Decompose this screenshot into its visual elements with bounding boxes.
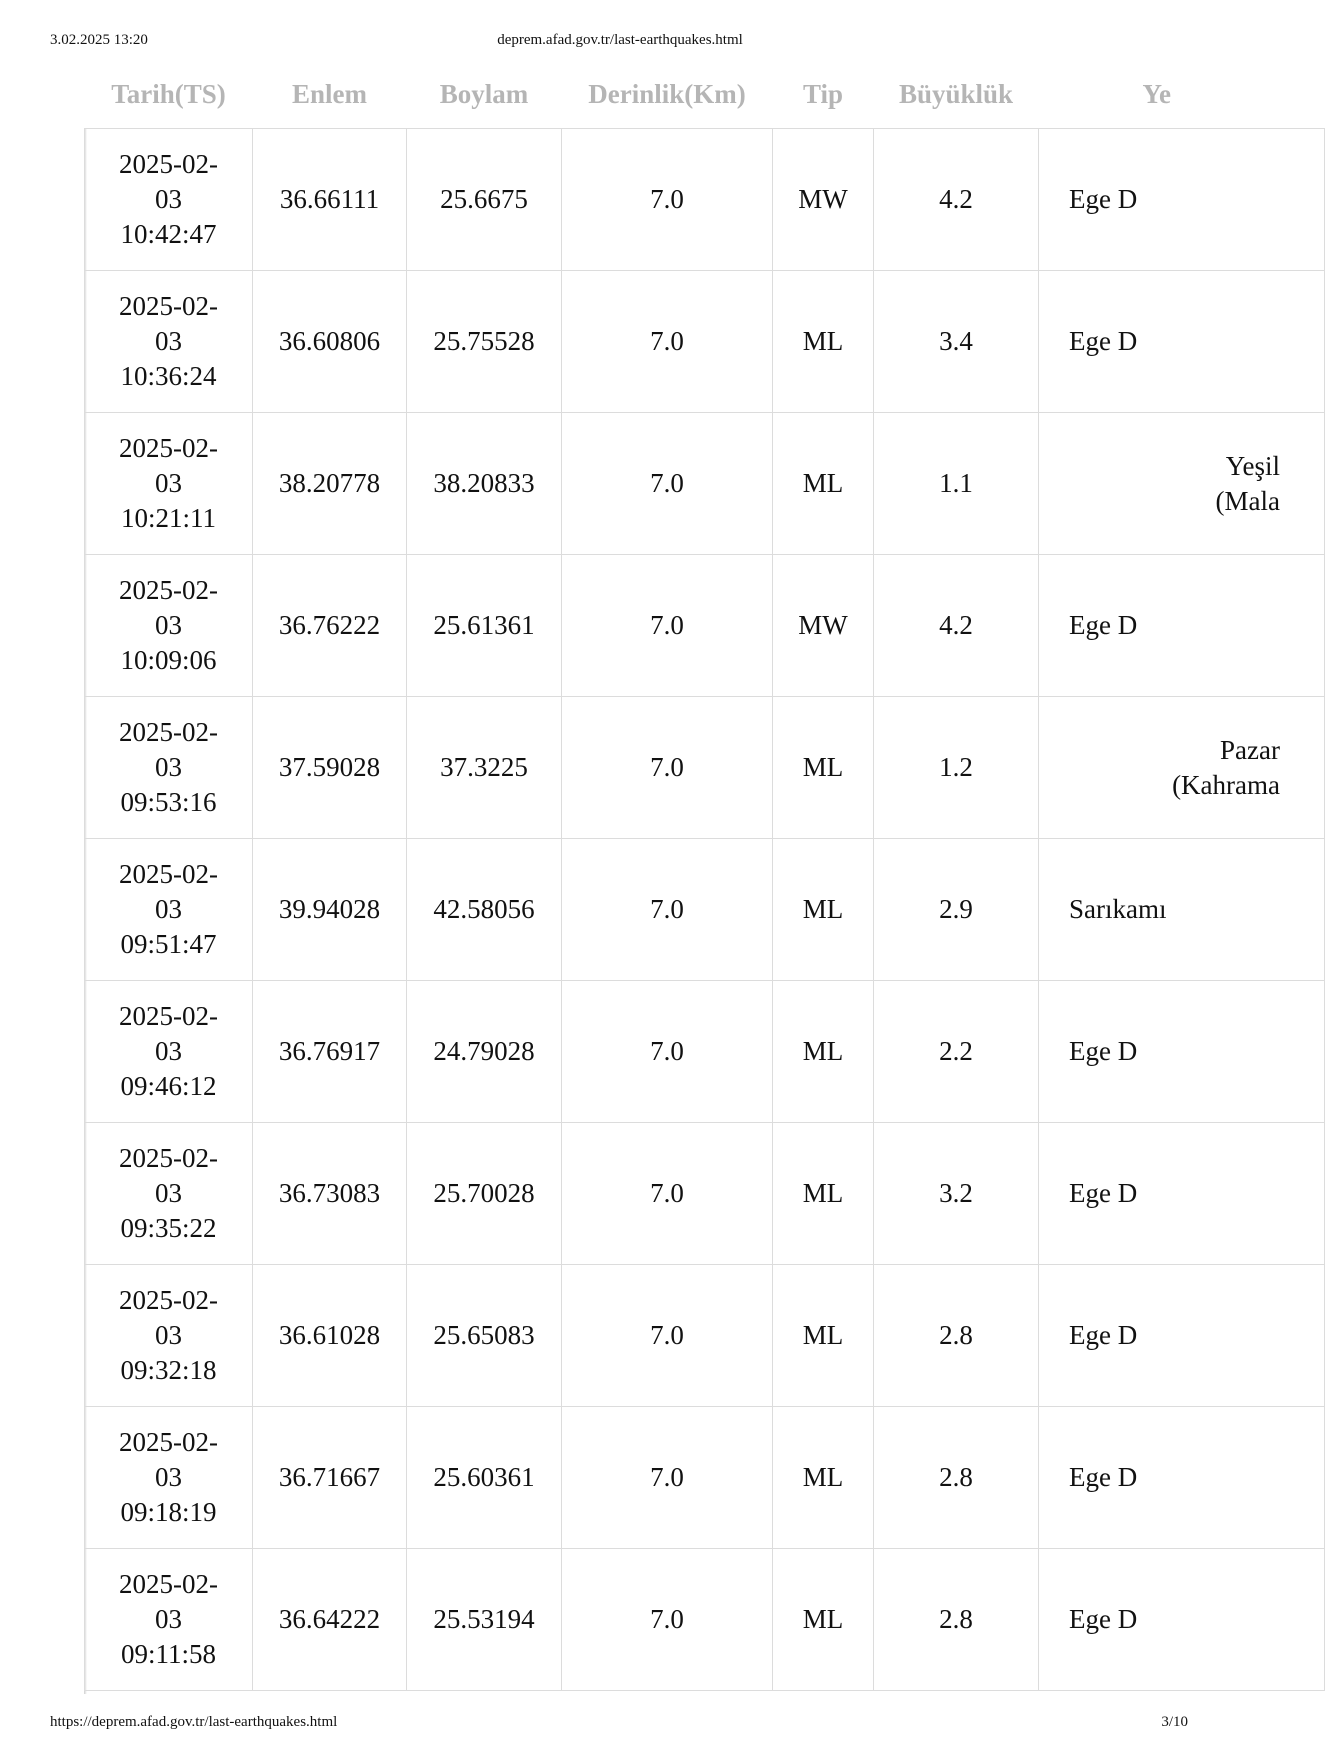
location-line-1: Ege D xyxy=(1069,1462,1138,1492)
location-line-1: Pazar xyxy=(1220,734,1280,765)
day-part: 03 xyxy=(155,184,182,214)
cell-latitude xyxy=(253,839,407,981)
cell-longitude-value: 37.3225 xyxy=(440,752,528,782)
cell-type xyxy=(773,839,874,981)
cell-latitude xyxy=(253,1407,407,1549)
cell-depth-value: 7.0 xyxy=(650,1462,684,1492)
location-line-1: Ege D xyxy=(1069,184,1138,214)
cell-location xyxy=(1039,1265,1325,1407)
cell-type xyxy=(773,413,874,555)
column-header-date[interactable]: Tarih(TS) xyxy=(111,78,226,109)
cell-magnitude xyxy=(874,1265,1039,1407)
cell-magnitude-value: 4.2 xyxy=(939,610,973,640)
cell-type xyxy=(773,981,874,1123)
day-part: 03 xyxy=(155,1604,182,1634)
cell-depth xyxy=(562,981,773,1123)
cell-longitude-value: 25.6675 xyxy=(440,184,528,214)
cell-type xyxy=(773,697,874,839)
day-part: 03 xyxy=(155,894,182,924)
time-part: 09:51:47 xyxy=(120,929,217,959)
cell-type-value: ML xyxy=(802,1462,844,1492)
cell-depth xyxy=(562,129,773,271)
column-header-magnitude[interactable]: Büyüklük xyxy=(898,78,1014,109)
date-part: 2025-02- xyxy=(119,149,218,179)
cell-longitude-value: 38.20833 xyxy=(433,468,535,498)
cell-date xyxy=(85,1123,253,1265)
cell-depth-value: 7.0 xyxy=(650,894,684,924)
cell-depth-value: 7.0 xyxy=(650,184,684,214)
location-line-1: Yeşil xyxy=(1225,450,1280,481)
cell-latitude xyxy=(253,697,407,839)
cell-depth xyxy=(562,1123,773,1265)
cell-magnitude xyxy=(874,697,1039,839)
time-part: 10:36:24 xyxy=(120,361,217,391)
time-part: 09:46:12 xyxy=(120,1071,217,1101)
cell-latitude-value: 36.60806 xyxy=(278,326,381,356)
cell-type xyxy=(773,1123,874,1265)
cell-depth xyxy=(562,1407,773,1549)
cell-magnitude xyxy=(874,555,1039,697)
cell-depth xyxy=(562,413,773,555)
cell-depth-value: 7.0 xyxy=(650,610,684,640)
cell-location xyxy=(1039,1123,1325,1265)
time-part: 09:32:18 xyxy=(120,1355,217,1385)
cell-latitude-value: 36.76222 xyxy=(278,610,381,640)
cell-depth xyxy=(562,1549,773,1691)
column-header-location[interactable]: Ye xyxy=(1142,78,1171,109)
cell-magnitude xyxy=(874,1549,1039,1691)
cell-latitude-value: 37.59028 xyxy=(278,752,381,782)
cell-longitude-value: 25.60361 xyxy=(433,1462,535,1492)
time-part: 09:35:22 xyxy=(120,1213,217,1243)
day-part: 03 xyxy=(155,1320,182,1350)
location-line-1: Sarıkamı xyxy=(1069,894,1167,924)
date-part: 2025-02- xyxy=(119,575,218,605)
cell-location xyxy=(1039,839,1325,981)
location-line-1: Ege D xyxy=(1069,1036,1138,1066)
cell-type xyxy=(773,555,874,697)
location-line-1: Ege D xyxy=(1069,326,1138,356)
cell-magnitude xyxy=(874,1123,1039,1265)
column-header-type[interactable]: Tip xyxy=(802,78,844,109)
earthquake-table-container[interactable] xyxy=(84,60,1280,1702)
cell-date xyxy=(85,839,253,981)
cell-latitude xyxy=(253,129,407,271)
time-part: 10:42:47 xyxy=(120,219,217,249)
cell-date xyxy=(85,1549,253,1691)
location-line-2: (Mala xyxy=(1215,485,1280,516)
cell-location xyxy=(1039,271,1325,413)
table-row xyxy=(85,271,1325,413)
cell-type xyxy=(773,271,874,413)
cell-longitude-value: 24.79028 xyxy=(433,1036,535,1066)
cell-date xyxy=(85,1407,253,1549)
table-row xyxy=(85,129,1325,271)
cell-type-value: ML xyxy=(802,1604,844,1634)
cell-latitude-value: 36.76917 xyxy=(278,1036,381,1066)
time-part: 10:21:11 xyxy=(120,503,216,533)
cell-location xyxy=(1039,1407,1325,1549)
cell-longitude xyxy=(407,413,562,555)
print-datetime: 3.02.2025 13:20 xyxy=(50,32,148,48)
day-part: 03 xyxy=(155,1036,182,1066)
cell-latitude xyxy=(253,271,407,413)
date-part: 2025-02- xyxy=(119,1427,218,1457)
print-url: https://deprem.afad.gov.tr/last-earthquakes.html xyxy=(50,1714,338,1730)
cell-location xyxy=(1039,1549,1325,1691)
date-part: 2025-02- xyxy=(119,1001,218,1031)
cell-location xyxy=(1039,981,1325,1123)
table-header xyxy=(85,60,1325,129)
cell-magnitude-value: 1.2 xyxy=(939,752,973,782)
cell-depth xyxy=(562,697,773,839)
date-part: 2025-02- xyxy=(119,859,218,889)
cell-magnitude-value: 2.8 xyxy=(939,1320,973,1350)
print-page-title: deprem.afad.gov.tr/last-earthquakes.html xyxy=(497,32,743,48)
cell-depth-value: 7.0 xyxy=(650,1604,684,1634)
cell-type-value: MW xyxy=(798,184,848,214)
table-row xyxy=(85,1549,1325,1691)
cell-date xyxy=(85,413,253,555)
earthquake-table xyxy=(84,60,1325,1691)
time-part: 09:53:16 xyxy=(120,787,217,817)
cell-longitude-value: 25.75528 xyxy=(433,326,535,356)
date-part: 2025-02- xyxy=(119,1285,218,1315)
cell-date xyxy=(85,271,253,413)
cell-depth xyxy=(562,839,773,981)
cell-date xyxy=(85,129,253,271)
cell-type-value: ML xyxy=(802,752,844,782)
cell-magnitude-value: 3.2 xyxy=(939,1178,973,1208)
cell-date xyxy=(85,1265,253,1407)
table-row xyxy=(85,413,1325,555)
cell-location xyxy=(1039,697,1325,839)
cell-magnitude-value: 1.1 xyxy=(939,468,973,498)
table-row xyxy=(85,839,1325,981)
column-header-depth[interactable]: Derinlik(Km) xyxy=(588,78,746,109)
cell-magnitude-value: 3.4 xyxy=(939,326,973,356)
day-part: 03 xyxy=(155,1178,182,1208)
cell-magnitude-value: 4.2 xyxy=(939,184,973,214)
cell-longitude-value: 25.65083 xyxy=(433,1320,535,1350)
date-part: 2025-02- xyxy=(119,1569,218,1599)
cell-longitude xyxy=(407,271,562,413)
cell-latitude-value: 38.20778 xyxy=(278,468,381,498)
cell-magnitude xyxy=(874,1407,1039,1549)
cell-latitude-value: 36.61028 xyxy=(278,1320,381,1350)
cell-magnitude-value: 2.9 xyxy=(939,894,973,924)
cell-latitude xyxy=(253,413,407,555)
cell-type-value: ML xyxy=(802,326,844,356)
cell-longitude-value: 25.61361 xyxy=(433,610,535,640)
table-row xyxy=(85,1265,1325,1407)
table-row xyxy=(85,1123,1325,1265)
cell-depth xyxy=(562,1265,773,1407)
cell-type-value: ML xyxy=(802,894,844,924)
cell-magnitude-value: 2.2 xyxy=(939,1036,973,1066)
cell-latitude xyxy=(253,1549,407,1691)
cell-magnitude xyxy=(874,839,1039,981)
cell-longitude xyxy=(407,981,562,1123)
table-body xyxy=(85,129,1325,1691)
time-part: 10:09:06 xyxy=(120,645,217,675)
day-part: 03 xyxy=(155,468,182,498)
cell-type-value: ML xyxy=(802,1036,844,1066)
location-line-1: Ege D xyxy=(1069,610,1138,640)
cell-latitude-value: 36.71667 xyxy=(278,1462,381,1492)
date-part: 2025-02- xyxy=(119,1143,218,1173)
day-part: 03 xyxy=(155,610,182,640)
cell-location xyxy=(1039,413,1325,555)
cell-type xyxy=(773,1407,874,1549)
cell-depth-value: 7.0 xyxy=(650,1036,684,1066)
cell-latitude-value: 36.64222 xyxy=(278,1604,381,1634)
location-line-1: Ege D xyxy=(1069,1178,1138,1208)
cell-type-value: ML xyxy=(802,1320,844,1350)
time-part: 09:18:19 xyxy=(120,1497,217,1527)
cell-latitude-value: 36.66111 xyxy=(279,184,380,214)
location-line-1: Ege D xyxy=(1069,1320,1138,1350)
cell-longitude xyxy=(407,1265,562,1407)
cell-type-value: MW xyxy=(798,610,848,640)
cell-latitude xyxy=(253,981,407,1123)
time-part: 09:11:58 xyxy=(120,1639,216,1669)
date-part: 2025-02- xyxy=(119,433,218,463)
location-line-1: Ege D xyxy=(1069,1604,1138,1634)
cell-type-value: ML xyxy=(802,468,844,498)
cell-magnitude xyxy=(874,129,1039,271)
cell-longitude xyxy=(407,839,562,981)
cell-longitude-value: 25.70028 xyxy=(433,1178,535,1208)
cell-magnitude xyxy=(874,271,1039,413)
column-header-latitude[interactable]: Enlem xyxy=(291,78,367,109)
cell-type xyxy=(773,1265,874,1407)
cell-date xyxy=(85,697,253,839)
column-header-longitude[interactable]: Boylam xyxy=(439,78,529,109)
cell-date xyxy=(85,981,253,1123)
location-line-2: (Kahrama xyxy=(1172,769,1280,800)
table-row xyxy=(85,555,1325,697)
cell-depth-value: 7.0 xyxy=(650,1178,684,1208)
cell-magnitude-value: 2.8 xyxy=(939,1462,973,1492)
cell-longitude-value: 42.58056 xyxy=(433,894,535,924)
table-row xyxy=(85,1407,1325,1549)
cell-type xyxy=(773,129,874,271)
cell-date xyxy=(85,555,253,697)
cell-depth-value: 7.0 xyxy=(650,752,684,782)
cell-location xyxy=(1039,555,1325,697)
day-part: 03 xyxy=(155,326,182,356)
cell-magnitude-value: 2.8 xyxy=(939,1604,973,1634)
cell-depth-value: 7.0 xyxy=(650,326,684,356)
cell-latitude xyxy=(253,1265,407,1407)
cell-longitude xyxy=(407,555,562,697)
cell-depth-value: 7.0 xyxy=(650,468,684,498)
cell-longitude xyxy=(407,1407,562,1549)
cell-longitude-value: 25.53194 xyxy=(433,1604,535,1634)
cell-depth xyxy=(562,555,773,697)
cell-depth-value: 7.0 xyxy=(650,1320,684,1350)
cell-longitude xyxy=(407,1123,562,1265)
cell-longitude xyxy=(407,697,562,839)
cell-longitude xyxy=(407,1549,562,1691)
date-part: 2025-02- xyxy=(119,717,218,747)
cell-latitude xyxy=(253,555,407,697)
date-part: 2025-02- xyxy=(119,291,218,321)
cell-depth xyxy=(562,271,773,413)
cell-longitude xyxy=(407,129,562,271)
cell-latitude-value: 39.94028 xyxy=(278,894,381,924)
table-row xyxy=(85,697,1325,839)
cell-type-value: ML xyxy=(802,1178,844,1208)
cell-latitude-value: 36.73083 xyxy=(278,1178,381,1208)
cell-magnitude xyxy=(874,413,1039,555)
table-row xyxy=(85,981,1325,1123)
day-part: 03 xyxy=(155,752,182,782)
day-part: 03 xyxy=(155,1462,182,1492)
cell-magnitude xyxy=(874,981,1039,1123)
cell-latitude xyxy=(253,1123,407,1265)
cell-location xyxy=(1039,129,1325,271)
print-page-number: 3/10 xyxy=(1161,1714,1188,1730)
cell-type xyxy=(773,1549,874,1691)
